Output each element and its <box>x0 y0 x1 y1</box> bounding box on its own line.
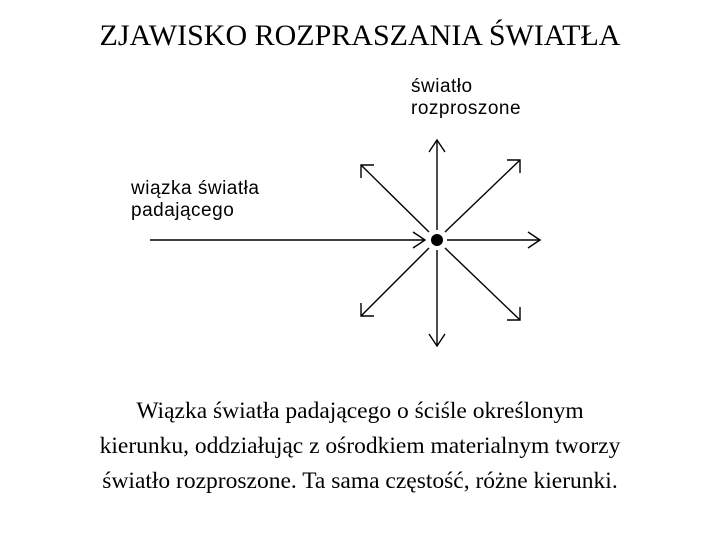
caption-line-3: światło rozproszone. Ta sama częstość, różne kierunki. <box>102 468 618 494</box>
incident-beam-arrow <box>150 232 425 248</box>
scattered-arrow-down-left <box>361 248 429 316</box>
incident-beam-label-line-1: wiązka światła <box>131 178 260 199</box>
incident-beam-label-line-2: padającego <box>131 200 235 221</box>
page-title: ZJAWISKO ROZPRASZANIA ŚWIATŁA <box>99 19 621 52</box>
scattered-arrow-up-right <box>445 160 520 232</box>
scattering-particle <box>431 234 443 246</box>
scattered-arrow-down-right <box>445 248 520 320</box>
scattered-arrow-up <box>429 140 445 230</box>
scattered-arrow-up-left <box>361 165 429 232</box>
scattered-arrow-down <box>429 250 445 346</box>
caption-line-2: kierunku, oddziałując z ośrodkiem materialnym tworzy <box>99 433 621 459</box>
scattered-light-label-line-2: rozproszone <box>411 98 522 119</box>
scattered-light-label-line-1: światło <box>411 76 473 97</box>
caption-line-1: Wiązka światła padającego o ściśle określonym <box>136 398 584 424</box>
caption <box>0 394 720 499</box>
scattered-arrow-right <box>447 232 540 248</box>
